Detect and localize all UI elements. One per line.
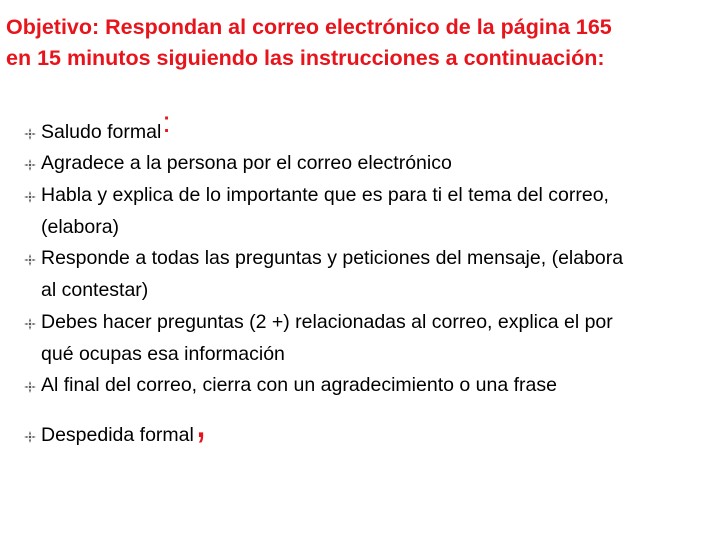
list-item-text: [41, 243, 711, 306]
list-item-text: [41, 148, 711, 180]
accent-colon: :: [162, 106, 171, 139]
list-item-text: [41, 180, 711, 243]
diamond-bullet-icon: [24, 191, 36, 203]
diamond-bullet-icon: [24, 381, 36, 393]
list-item-text: [41, 398, 711, 452]
list-item-text: [41, 307, 711, 370]
title-line-2: en 15 minutos siguiendo las instrucciones a continuación:: [6, 46, 605, 70]
list-item-line: Habla y explica de lo importante que es para ti el tema del correo,: [41, 184, 609, 206]
list-item-line: Despedida formal: [41, 424, 194, 446]
title-line-1: Objetivo: Respondan al correo electrónico de la página 165: [6, 15, 612, 39]
list-item-line: (elabora): [41, 215, 120, 238]
accent-comma: ,: [194, 398, 208, 447]
list-item-line: al contestar): [41, 278, 149, 301]
diamond-bullet-icon: [24, 318, 36, 330]
list-item-text: [41, 106, 711, 149]
diamond-bullet-icon: [24, 254, 36, 266]
list-item-line: Saludo formal: [41, 121, 162, 143]
diamond-bullet-icon: [24, 431, 36, 443]
diamond-bullet-icon: [24, 128, 36, 140]
list-item-line: Responde a todas las preguntas y peticiones del mensaje, (elabora: [41, 247, 624, 269]
slide-title: [6, 12, 706, 74]
list-item-line: Al final del correo, cierra con un agradecimiento o una frase: [41, 374, 557, 396]
list-item-text: [41, 370, 711, 402]
list-item-line: qué ocupas esa información: [41, 342, 285, 365]
list-item-line: Agradece a la persona por el correo electrónico: [41, 152, 452, 174]
diamond-bullet-icon: [24, 159, 36, 171]
list-item-line: Debes hacer preguntas (2 +) relacionadas al correo, explica el por: [41, 311, 613, 333]
